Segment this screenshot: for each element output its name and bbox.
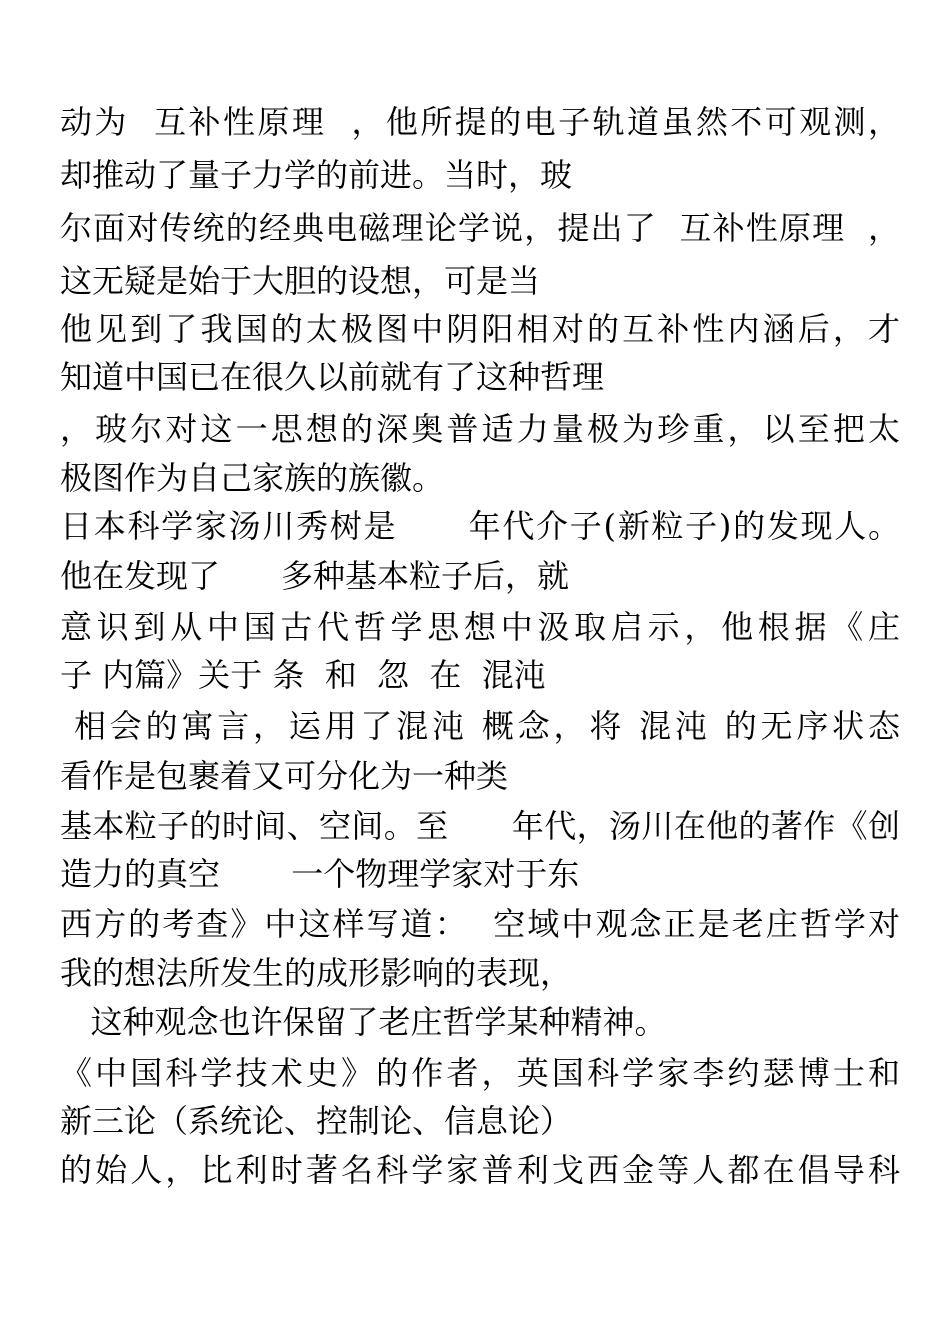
text-line-9: 日本科学家汤川秀树是 年代介子(新粒子)的发现人。 [60, 507, 900, 545]
text-line-14: 看作是包裹着又可分化为一种类 [60, 757, 509, 795]
text-line-17: 西方的考查》中这样写道： 空域中观念正是老庄哲学对 [60, 905, 900, 943]
text-line-5: 他见到了我国的太极图中阴阳相对的互补性内涵后，才 [60, 310, 900, 348]
text-line-19: 这种观念也许保留了老庄哲学某种精神。 [60, 1003, 667, 1041]
text-line-1: 动为 互补性原理 ，他所提的电子轨道虽然不可观测， [60, 103, 900, 141]
text-line-2: 却推动了量子力学的前进。当时，玻 [60, 156, 573, 194]
text-line-3: 尔面对传统的经典电磁理论学说，提出了 互补性原理 ， [60, 209, 900, 247]
text-line-8: 极图作为自己家族的族徽。 [60, 459, 445, 497]
text-line-4: 这无疑是始于大胆的设想，可是当 [60, 262, 541, 300]
text-line-7: ，玻尔对这一思想的深奥普适力量极为珍重，以至把太 [60, 410, 900, 448]
text-line-22: 的始人，比利时著名科学家普利戈西金等人都在倡导科 [60, 1151, 900, 1189]
text-line-18: 我的想法所发生的成形影响的表现， [60, 954, 573, 992]
text-line-21: 新三论（系统论、控制论、信息论） [60, 1102, 573, 1140]
text-line-12: 子 内篇》关于 条 和 忽 在 混沌 [60, 656, 546, 694]
text-line-6: 知道中国已在很久以前就有了这种哲理 [60, 358, 605, 396]
text-line-16: 造力的真空 一个物理学家对于东 [60, 855, 580, 893]
text-line-20: 《中国科学技术史》的作者，英国科学家李约瑟博士和 [60, 1054, 900, 1092]
text-line-10: 他在发现了 多种基本粒子后，就 [60, 557, 570, 595]
text-line-13: 相会的寓言，运用了混沌 概念，将 混沌 的无序状态 [60, 707, 900, 745]
text-line-11: 意识到从中国古代哲学思想中汲取启示，他根据《庄 [60, 608, 900, 646]
text-line-15: 基本粒子的时间、空间。至 年代，汤川在他的著作《创 [60, 807, 900, 845]
